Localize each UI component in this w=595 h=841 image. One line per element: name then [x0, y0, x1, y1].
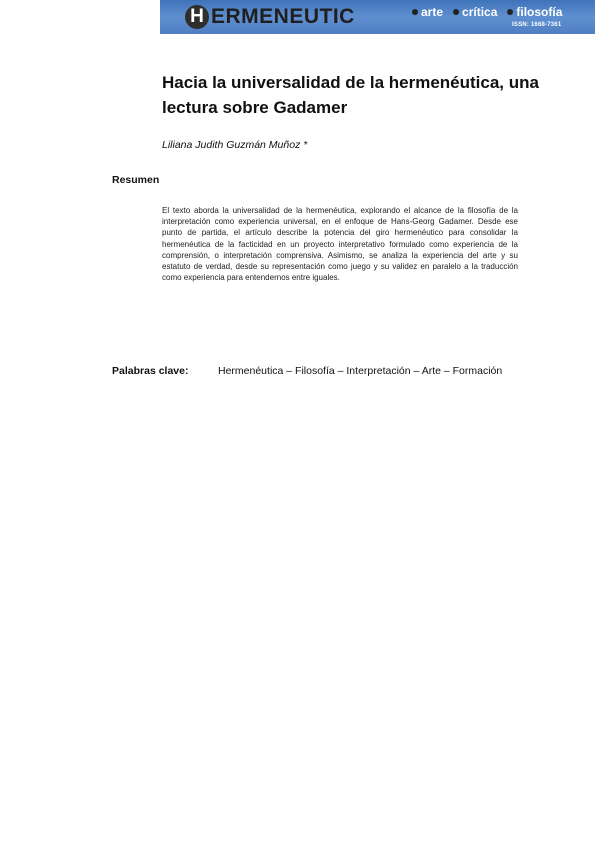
- logo-initial: H: [185, 5, 209, 29]
- issn-label: ISSN: 1668-7361: [512, 22, 562, 28]
- nav-label: arte: [421, 5, 444, 19]
- keywords-text: Hermenéutica – Filosofía – Interpretación – Arte – Formación: [218, 365, 503, 377]
- bullet-icon: [412, 9, 418, 15]
- nav-item-filosofia: [507, 5, 562, 19]
- nav-label: crítica: [462, 5, 498, 19]
- nav-item-critica: [453, 5, 497, 19]
- logo-wordmark: ERMENEUTIC: [211, 5, 355, 28]
- nav-label: filosofía: [516, 5, 563, 19]
- bullet-icon: [453, 9, 459, 15]
- article-author: Liliana Judith Guzmán Muñoz *: [162, 139, 308, 151]
- abstract-heading: Resumen: [112, 174, 160, 186]
- article-title: Hacia la universalidad de la hermenéutica, una lectura sobre Gadamer: [162, 73, 539, 117]
- bullet-icon: [507, 9, 513, 15]
- banner-nav: [412, 5, 562, 19]
- journal-banner: [160, 0, 595, 34]
- abstract-text: El texto aborda la universalidad de la hermenéutica, explorando el alcance de la filosofía de la interpretación como experiencia universal, en el enfoque de Hans-Georg Gadamer. Desde ese punto de partida, el artículo describe la potencia del giro hermenéutico para consolidar la hermenéutica de la facticidad en un proyecto interpretativo formulado como experiencia de la comprensión, o interpretación comprensiva. Asimismo, se analiza la experiencia del arte y su estatuto de verdad, desde su representación como juego y su validez en paralelo a la traducción como experiencia para entendernos entre iguales.: [162, 206, 518, 283]
- keywords-heading: Palabras clave:: [112, 365, 189, 377]
- nav-item-arte: [412, 5, 443, 19]
